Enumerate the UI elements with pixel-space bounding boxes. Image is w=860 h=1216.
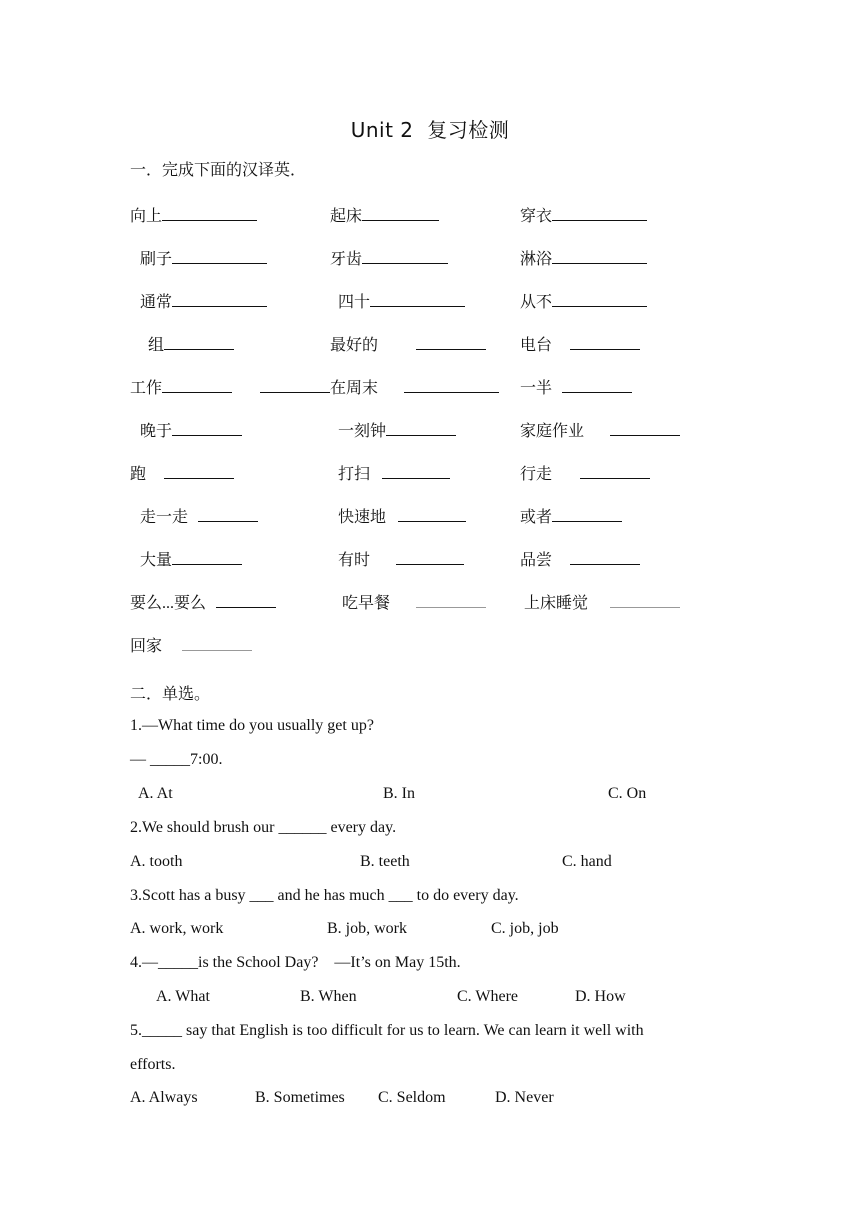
section1-heading: 一．完成下面的汉译英． xyxy=(130,162,307,179)
question-2-option-b: B. teeth xyxy=(360,853,410,870)
question-5-option-d: D. Never xyxy=(495,1089,554,1106)
question-5-line-1: 5._____ say that English is too difficult for us to learn. We can learn it well with xyxy=(130,1022,644,1039)
vocab-item: 行走 xyxy=(520,462,650,485)
question-5-option-c: C. Seldom xyxy=(378,1089,446,1106)
question-2-line-1: 2.We should brush our ______ every day. xyxy=(130,819,397,836)
vocab-item: 快速地 xyxy=(338,505,466,528)
vocab-item: 走一走 xyxy=(140,505,258,528)
vocab-item: 最好的 xyxy=(330,333,486,356)
question-3-option-b: B. job, work xyxy=(327,920,407,937)
vocab-item: 淋浴 xyxy=(520,247,647,270)
vocab-item: 四十 xyxy=(338,290,465,313)
question-4-option-a: A. What xyxy=(156,988,210,1005)
question-2-option-a: A. tooth xyxy=(130,853,183,870)
vocab-item: 打扫 xyxy=(338,462,450,485)
vocab-item: 吃早餐 xyxy=(342,591,486,614)
question-2-option-c: C. hand xyxy=(562,853,612,870)
question-4-line-1: 4.—_____is the School Day? —It’s on May 15th. xyxy=(130,954,461,971)
vocab-item: 牙齿 xyxy=(330,247,448,270)
question-3-option-a: A. work, work xyxy=(130,920,224,937)
question-4-option-d: D. How xyxy=(575,988,626,1005)
vocab-item: 或者 xyxy=(520,505,622,528)
question-1-option-c: C. On xyxy=(608,785,647,802)
question-3-line-1: 3.Scott has a busy ___ and he has much ___ to do every day. xyxy=(130,887,519,904)
question-1-line-1: 1.—What time do you usually get up? xyxy=(130,717,374,734)
vocab-item: 跑 xyxy=(130,462,234,485)
question-3-option-c: C. job, job xyxy=(491,920,559,937)
vocab-item: 刷子 xyxy=(140,247,267,270)
vocab-item: 有时 xyxy=(338,548,464,571)
vocab-item: 通常 xyxy=(140,290,267,313)
vocab-item: 家庭作业 xyxy=(520,419,680,442)
question-4-option-c: C. Where xyxy=(457,988,519,1005)
vocab-item: 晚于 xyxy=(140,419,242,442)
vocab-item: 向上 xyxy=(130,204,257,227)
vocab-item: 上床睡觉 xyxy=(524,591,680,614)
vocab-item: 工作 xyxy=(130,376,232,399)
vocab-item: 起床 xyxy=(330,204,439,227)
question-1-option-b: B. In xyxy=(383,785,415,802)
question-4-option-b: B. When xyxy=(300,988,357,1005)
vocab-item: 穿衣 xyxy=(520,204,647,227)
vocab-item: 要么...要么 xyxy=(130,591,276,614)
section2-heading: 二．单选。 xyxy=(130,686,211,703)
vocab-item: 组 xyxy=(148,333,234,356)
vocab-item: 一半 xyxy=(520,376,632,399)
vocab-item: 电台 xyxy=(520,333,640,356)
vocab-item: 品尝 xyxy=(520,548,640,571)
question-5-option-b: B. Sometimes xyxy=(255,1089,345,1106)
vocab-item: 大量 xyxy=(140,548,242,571)
question-1-option-a: A. At xyxy=(138,785,173,802)
page-title: Unit 2 复习检测 xyxy=(350,118,510,142)
vocab-item: 在周末 xyxy=(260,376,499,399)
question-5-line-2: efforts. xyxy=(130,1056,176,1073)
question-5-option-a: A. Always xyxy=(130,1089,198,1106)
vocab-item: 回家 xyxy=(130,634,252,657)
question-1-line-2: — _____7:00. xyxy=(130,751,223,768)
vocab-item: 一刻钟 xyxy=(338,419,456,442)
vocab-item: 从不 xyxy=(520,290,647,313)
